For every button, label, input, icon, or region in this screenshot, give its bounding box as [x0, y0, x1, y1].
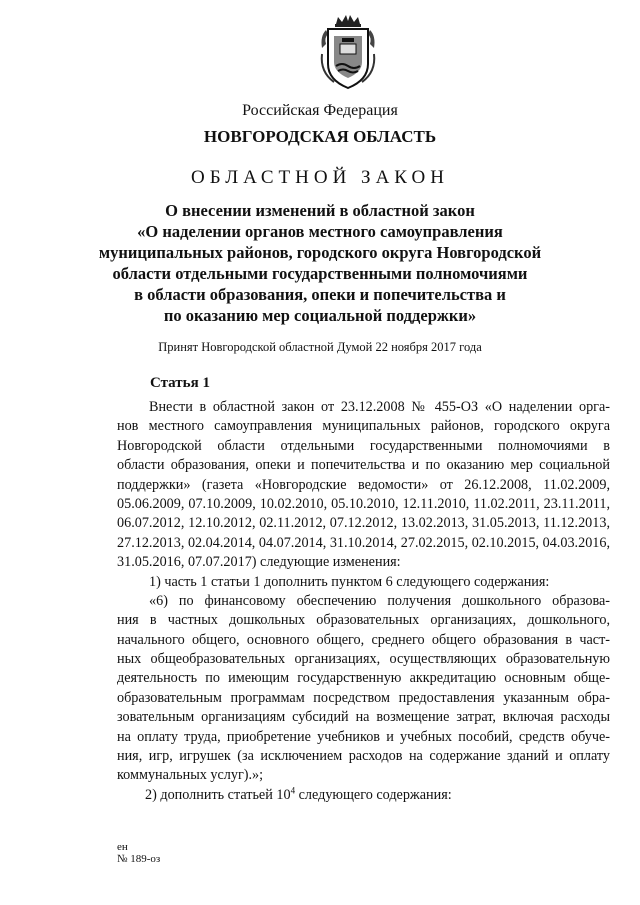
article-body [117, 398, 610, 805]
law-type: ОБЛАСТНОЙ ЗАКОН [191, 167, 449, 188]
body-line: 06.07.2012, 12.10.2012, 02.11.2012, 07.12.2012, 13.02.2013, 31.05.2013, 11.12.2013, [117, 515, 610, 532]
body-line: ных общеобразовательных организациях, осуществляющих образовательную [117, 651, 610, 668]
body-line: на оплату труда, приобретение учебников и учебных пособий, средств обуче- [117, 728, 610, 745]
body-line-item-2 [117, 786, 610, 805]
title-line: по оказанию мер социальной поддержки» [163, 306, 477, 325]
body-line: Внести в областной закон от 23.12.2008 № 455-ОЗ «О наделении орга- [149, 399, 610, 415]
title-line: в области образования, опеки и попечительства и [134, 285, 506, 304]
item-2-text: 2) дополнить статьей 10 [145, 786, 291, 803]
article-heading: Статья 1 [150, 375, 210, 391]
country-name: Российская Федерация [242, 102, 398, 119]
body-line: ния в частных дошкольных образовательных организациях, дошкольного, [117, 612, 610, 629]
body-line: «6) по финансовому обеспечению получения дошкольного образова- [149, 592, 610, 609]
body-line: нов местного самоуправления муниципальных районов, городского округа [117, 418, 610, 435]
title-line: «О наделении органов местного самоуправления [137, 222, 503, 241]
body-line: ния, игр, игрушек (за исключением расходов на содержание зданий и оплату [117, 748, 610, 765]
body-line: Новгородской области отдельными государственными полномочиями в [117, 437, 610, 454]
body-line: коммунальных услуг).»; [117, 767, 264, 784]
body-line: 31.05.2016, 07.07.2017) следующие изменения: [117, 554, 401, 571]
body-line: поддержки» (газета «Новгородские ведомости» от 26.12.2008, 11.02.2009, [117, 476, 610, 493]
superscript: 4 [290, 785, 296, 796]
body-line: 1) часть 1 статьи 1 дополнить пунктом 6 следующего содержания: [149, 573, 550, 590]
title-line: муниципальных районов, городского округа Новгородской [98, 243, 542, 262]
body-line: области образования, опеки и попечительства и по оказанию мер социальной [117, 457, 610, 474]
body-line: 05.06.2009, 07.10.2009, 10.02.2010, 05.10.2010, 12.11.2010, 11.02.2011, 23.11.2011, [117, 495, 610, 512]
adoption-note: Принят Новгородской областной Думой 22 ноября 2017 года [158, 340, 482, 354]
item-2-text-end: следующего содержания: [295, 786, 452, 803]
title-line: области отдельными государственными полномочиями [112, 264, 528, 283]
body-line: деятельность по имеющим государственную аккредитацию основным обще- [117, 670, 610, 687]
document-number: № 189-оз [117, 853, 161, 865]
body-line: начального общего, основного общего, среднего общего образования в част- [117, 631, 610, 648]
executor-initials: ен [117, 841, 128, 853]
novgorod-coat-of-arms-icon [316, 14, 380, 94]
region-name: НОВГОРОДСКАЯ ОБЛАСТЬ [203, 127, 437, 146]
body-line: образовательным программам посредством предоставления указанным обра- [117, 689, 610, 706]
body-line: зовательным организациям субсидий на возмещение затрат, включая расходы [117, 709, 610, 726]
title-line: О внесении изменений в областной закон [165, 201, 475, 220]
body-line: 27.12.2013, 02.04.2014, 04.07.2014, 31.10.2014, 27.02.2015, 02.10.2015, 04.03.2016, [117, 534, 611, 551]
law-title [0, 200, 640, 326]
